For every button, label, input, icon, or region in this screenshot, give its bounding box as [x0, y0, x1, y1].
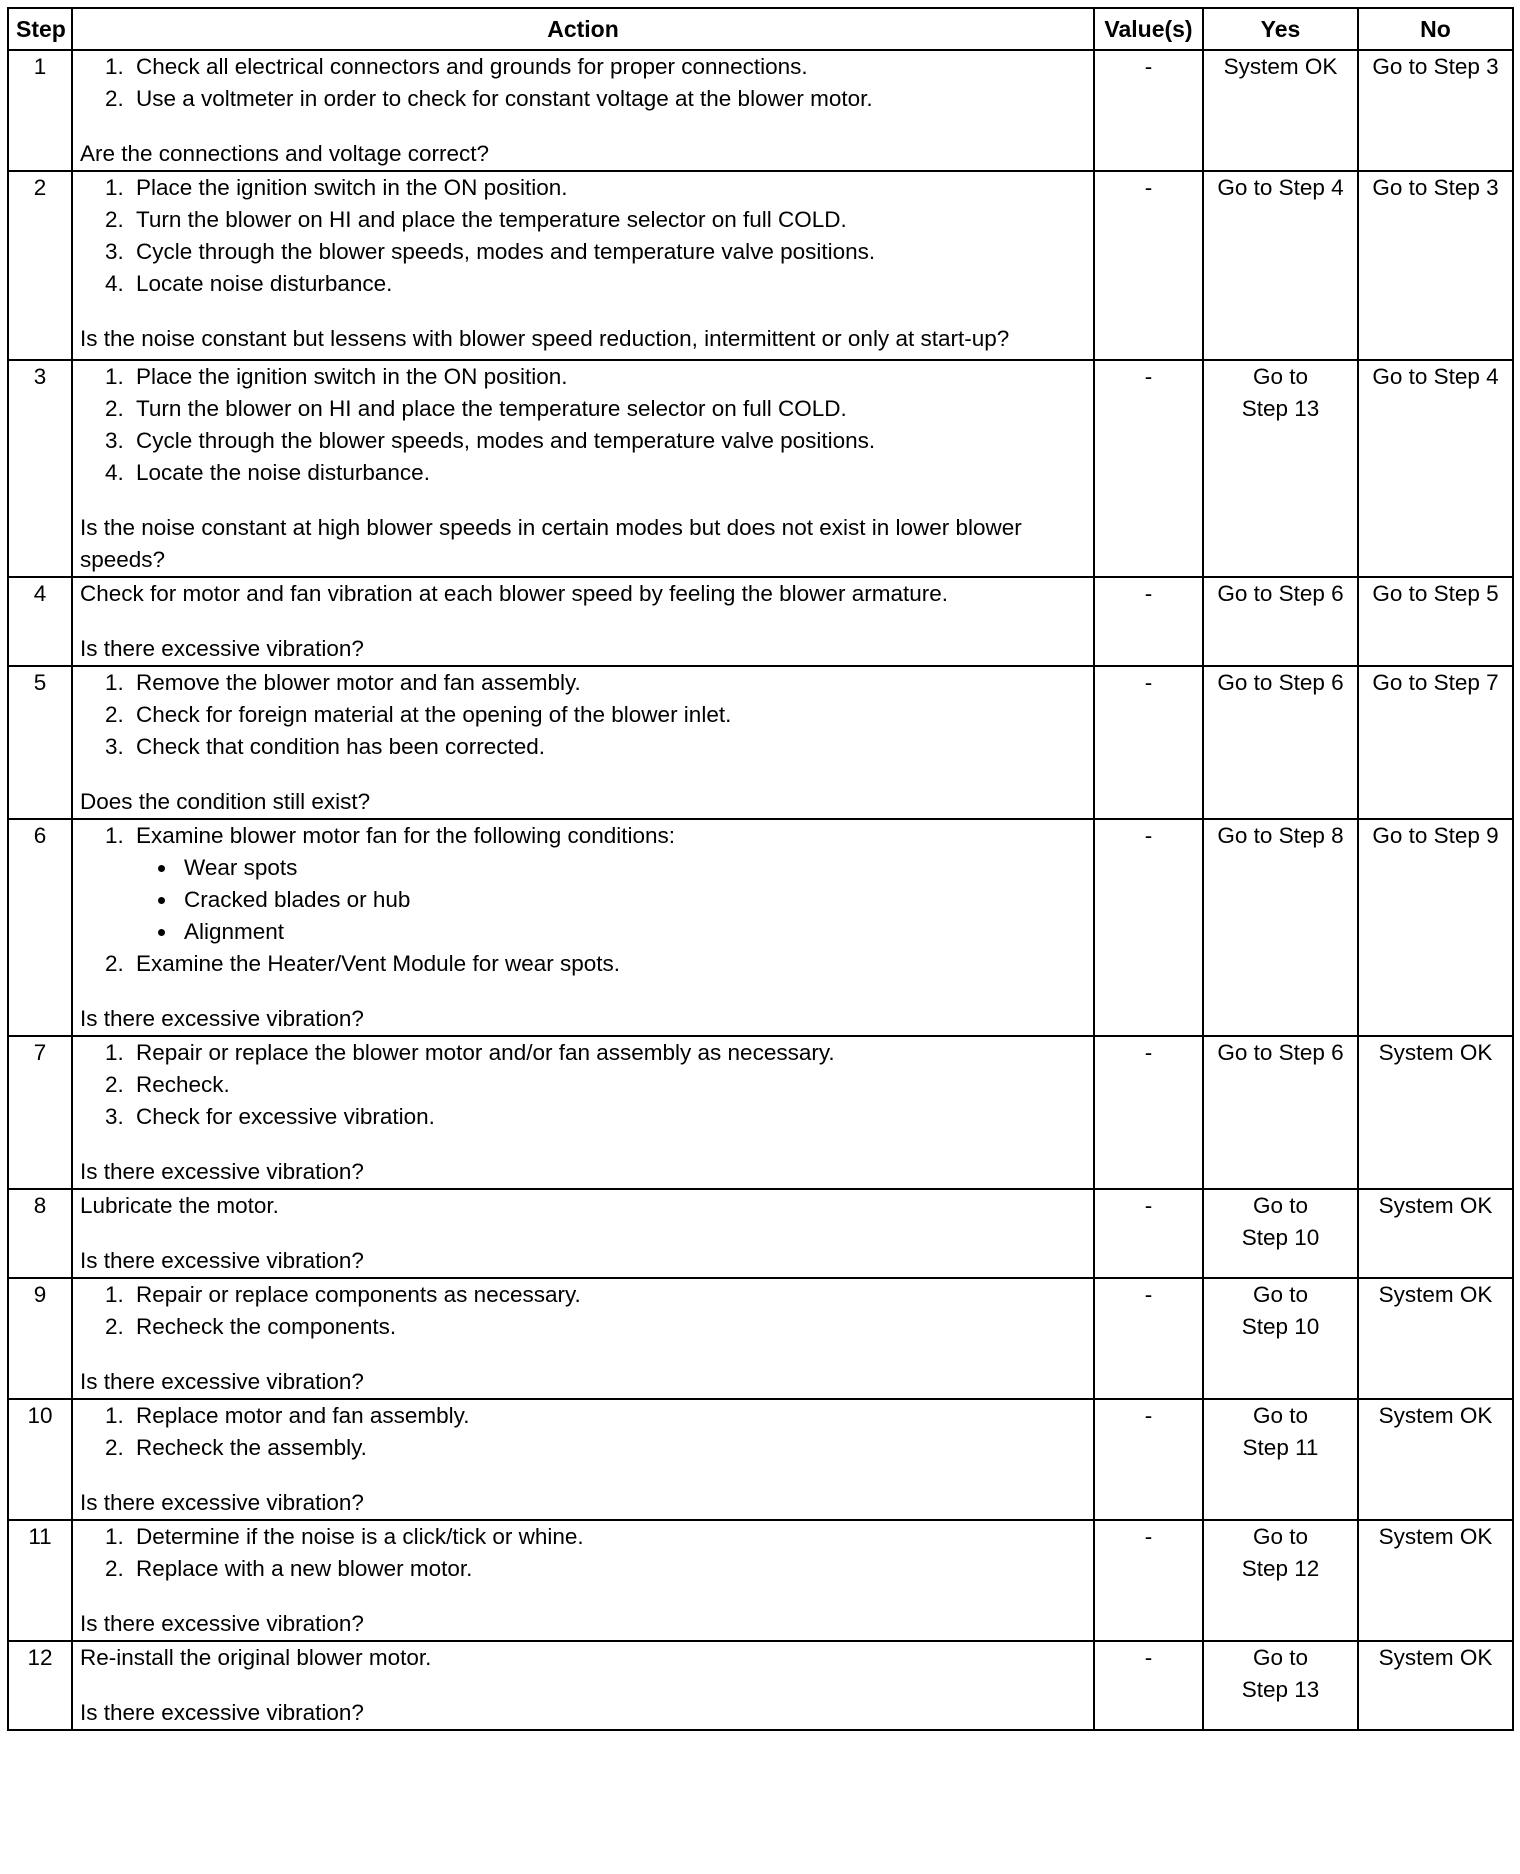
action-question: Is the noise constant but lessens with blower speed reduction, intermittent or only at start-up? [80, 326, 1010, 351]
action-step-item [130, 1400, 1086, 1432]
value-cell: - [1094, 1520, 1203, 1641]
action-step-item [130, 1279, 1086, 1311]
action-question: Is the noise constant at high blower speeds in certain modes but does not exist in lower blower speeds? [80, 515, 1022, 572]
action-steps-list [80, 820, 1086, 980]
action-step-text: Determine if the noise is a click/tick or whine. [136, 1524, 584, 1549]
action-step-text: Remove the blower motor and fan assembly. [136, 670, 581, 695]
table-row [8, 1641, 1513, 1730]
action-steps-list [80, 1037, 1086, 1133]
action-step-item [130, 1553, 1086, 1585]
action-step-text: Cycle through the blower speeds, modes and temperature valve positions. [136, 239, 876, 264]
action-step-item [130, 1037, 1086, 1069]
action-step-text: Recheck the components. [136, 1314, 397, 1339]
step-number: 3 [8, 360, 72, 577]
table-row [8, 1036, 1513, 1189]
action-cell [72, 1278, 1094, 1399]
action-step-item [130, 1311, 1086, 1343]
table-row [8, 666, 1513, 819]
action-step-item [130, 820, 1086, 948]
action-step-text: Check for excessive vibration. [136, 1104, 435, 1129]
yes-result: Go to Step 13 [1203, 1641, 1358, 1730]
condition-bullet-item: • Alignment [178, 916, 1086, 948]
step-number: 9 [8, 1278, 72, 1399]
action-question: Are the connections and voltage correct? [80, 141, 489, 166]
action-steps-list [80, 667, 1086, 763]
action-step-text: Replace with a new blower motor. [136, 1556, 473, 1581]
action-step-text: Cycle through the blower speeds, modes and temperature valve positions. [136, 428, 876, 453]
action-step-item [130, 268, 1086, 300]
action-step-item [130, 1521, 1086, 1553]
diagnostic-table [7, 7, 1514, 1731]
table-row [8, 171, 1513, 360]
action-step-item [130, 667, 1086, 699]
step-number: 4 [8, 577, 72, 666]
table-header-row [8, 8, 1513, 50]
action-step-text: Place the ignition switch in the ON position. [136, 175, 568, 200]
step-number: 10 [8, 1399, 72, 1520]
yes-result: Go to Step 10 [1203, 1189, 1358, 1278]
action-cell [72, 819, 1094, 1036]
action-text: Lubricate the motor. [80, 1193, 279, 1218]
condition-bullet-list [136, 852, 1086, 948]
action-step-text: Examine blower motor fan for the following conditions: [136, 823, 676, 848]
step-number: 8 [8, 1189, 72, 1278]
table-body [8, 50, 1513, 1730]
action-step-text: Examine the Heater/Vent Module for wear spots. [136, 951, 621, 976]
action-step-text: Recheck the assembly. [136, 1435, 367, 1460]
action-step-text: Check all electrical connectors and grounds for proper connections. [136, 54, 808, 79]
step-number: 5 [8, 666, 72, 819]
step-number: 6 [8, 819, 72, 1036]
action-step-text: Turn the blower on HI and place the temperature selector on full COLD. [136, 396, 847, 421]
header-yes: Yes [1203, 8, 1358, 50]
header-values: Value(s) [1094, 8, 1203, 50]
action-step-item [130, 83, 1086, 115]
action-question: Is there excessive vibration? [80, 1248, 364, 1273]
action-step-item [130, 393, 1086, 425]
step-number: 11 [8, 1520, 72, 1641]
yes-result: Go to Step 12 [1203, 1520, 1358, 1641]
value-cell: - [1094, 1189, 1203, 1278]
step-number: 2 [8, 171, 72, 360]
action-step-text: Turn the blower on HI and place the temperature selector on full COLD. [136, 207, 847, 232]
table-row [8, 819, 1513, 1036]
table-row [8, 577, 1513, 666]
action-step-item [130, 699, 1086, 731]
action-cell [72, 1641, 1094, 1730]
action-cell [72, 1399, 1094, 1520]
action-step-item [130, 948, 1086, 980]
step-number: 12 [8, 1641, 72, 1730]
table-row [8, 1520, 1513, 1641]
no-result: Go to Step 5 [1358, 577, 1513, 666]
action-question: Is there excessive vibration? [80, 1159, 364, 1184]
value-cell: - [1094, 1641, 1203, 1730]
action-step-text: Repair or replace the blower motor and/or fan assembly as necessary. [136, 1040, 835, 1065]
value-cell: - [1094, 666, 1203, 819]
diagnostic-table-container [7, 7, 1514, 1731]
table-row [8, 50, 1513, 171]
action-cell [72, 360, 1094, 577]
action-text: Check for motor and fan vibration at each blower speed by feeling the blower armature. [80, 581, 948, 606]
header-no: No [1358, 8, 1513, 50]
action-step-text: Locate noise disturbance. [136, 271, 393, 296]
condition-bullet-item: • Wear spots [178, 852, 1086, 884]
action-question: Is there excessive vibration? [80, 1006, 364, 1031]
action-question: Is there excessive vibration? [80, 1611, 364, 1636]
action-steps-list [80, 1279, 1086, 1343]
value-cell: - [1094, 171, 1203, 360]
action-step-item [130, 172, 1086, 204]
value-cell: - [1094, 819, 1203, 1036]
action-cell [72, 171, 1094, 360]
action-text: Re-install the original blower motor. [80, 1645, 432, 1670]
yes-result: Go to Step 4 [1203, 171, 1358, 360]
action-steps-list [80, 1521, 1086, 1585]
yes-result: Go to Step 11 [1203, 1399, 1358, 1520]
value-cell: - [1094, 360, 1203, 577]
action-cell [72, 1189, 1094, 1278]
condition-bullet-item: • Cracked blades or hub [178, 884, 1086, 916]
action-steps-list [80, 51, 1086, 115]
table-row [8, 1399, 1513, 1520]
step-number: 1 [8, 50, 72, 171]
action-question: Does the condition still exist? [80, 789, 371, 814]
action-step-item [130, 425, 1086, 457]
no-result: Go to Step 3 [1358, 171, 1513, 360]
value-cell: - [1094, 1278, 1203, 1399]
action-steps-list [80, 172, 1086, 300]
yes-result: Go to Step 8 [1203, 819, 1358, 1036]
table-row [8, 1278, 1513, 1399]
yes-result: Go to Step 6 [1203, 577, 1358, 666]
action-step-text: Place the ignition switch in the ON position. [136, 364, 568, 389]
no-result: System OK [1358, 1278, 1513, 1399]
yes-result: Go to Step 6 [1203, 1036, 1358, 1189]
no-result: Go to Step 9 [1358, 819, 1513, 1036]
action-cell [72, 1520, 1094, 1641]
action-cell [72, 577, 1094, 666]
no-result: Go to Step 3 [1358, 50, 1513, 171]
action-step-item [130, 1432, 1086, 1464]
action-step-item [130, 1101, 1086, 1133]
action-question: Is there excessive vibration? [80, 636, 364, 661]
no-result: System OK [1358, 1641, 1513, 1730]
step-number: 7 [8, 1036, 72, 1189]
action-step-text: Repair or replace components as necessary. [136, 1282, 581, 1307]
table-row [8, 360, 1513, 577]
action-cell [72, 1036, 1094, 1189]
header-action: Action [72, 8, 1094, 50]
action-step-text: Replace motor and fan assembly. [136, 1403, 470, 1428]
action-step-item [130, 457, 1086, 489]
action-steps-list [80, 1400, 1086, 1464]
value-cell: - [1094, 1036, 1203, 1189]
no-result: System OK [1358, 1189, 1513, 1278]
action-cell [72, 666, 1094, 819]
action-step-item [130, 361, 1086, 393]
no-result: System OK [1358, 1036, 1513, 1189]
action-step-text: Check for foreign material at the opening of the blower inlet. [136, 702, 732, 727]
table-row [8, 1189, 1513, 1278]
action-cell [72, 50, 1094, 171]
action-question: Is there excessive vibration? [80, 1369, 364, 1394]
yes-result: System OK [1203, 50, 1358, 171]
value-cell: - [1094, 1399, 1203, 1520]
action-step-text: Recheck. [136, 1072, 230, 1097]
action-step-item [130, 1069, 1086, 1101]
action-steps-list [80, 361, 1086, 489]
action-step-item [130, 204, 1086, 236]
value-cell: - [1094, 577, 1203, 666]
action-step-item [130, 731, 1086, 763]
header-step: Step [8, 8, 72, 50]
action-question: Is there excessive vibration? [80, 1490, 364, 1515]
action-question: Is there excessive vibration? [80, 1700, 364, 1725]
value-cell: - [1094, 50, 1203, 171]
no-result: Go to Step 7 [1358, 666, 1513, 819]
action-step-text: Use a voltmeter in order to check for constant voltage at the blower motor. [136, 86, 873, 111]
no-result: System OK [1358, 1520, 1513, 1641]
action-step-text: Locate the noise disturbance. [136, 460, 430, 485]
yes-result: Go to Step 6 [1203, 666, 1358, 819]
no-result: Go to Step 4 [1358, 360, 1513, 577]
no-result: System OK [1358, 1399, 1513, 1520]
action-step-item [130, 236, 1086, 268]
action-step-item [130, 51, 1086, 83]
yes-result: Go to Step 10 [1203, 1278, 1358, 1399]
yes-result: Go to Step 13 [1203, 360, 1358, 577]
action-step-text: Check that condition has been corrected. [136, 734, 545, 759]
